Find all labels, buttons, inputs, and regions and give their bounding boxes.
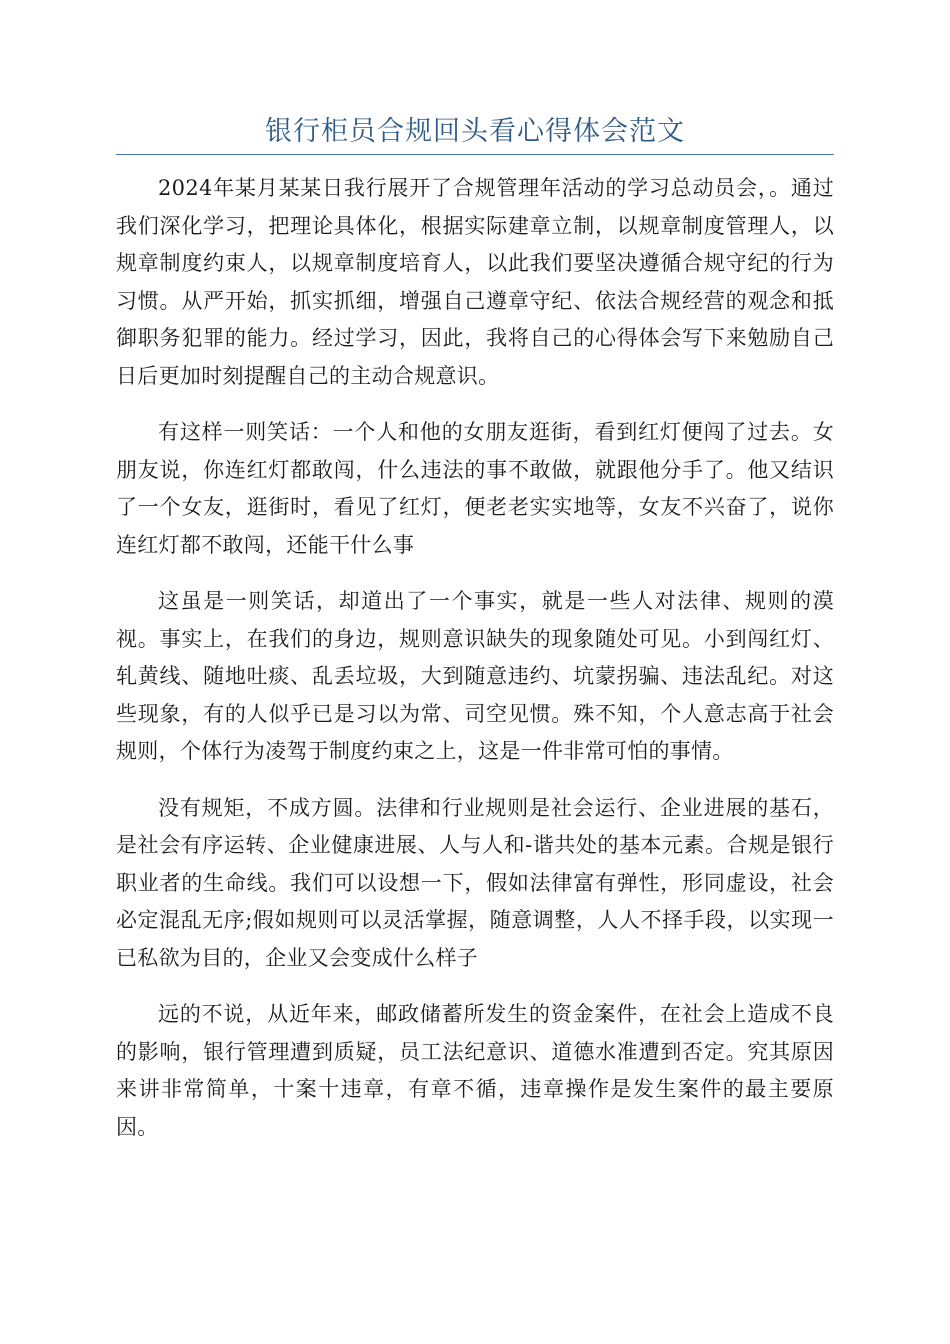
- paragraph-1: 2024年某月某某日我行展开了合规管理年活动的学习总动员会，。通过我们深化学习，把理论具体化，根据实际建章立制，以规章制度管理人，以规章制度约束人，以规章制度培育人，以此我们要坚决遵循合规守纪的行为习惯。从严开始，抓实抓细，增强自己遵章守纪、依法合规经营的观念和抵御职务犯罪的能力。经过学习，因此，我将自己的心得体会写下来勉励自己日后更加时刻提醒自己的主动合规意识。: [116, 176, 834, 388]
- paragraph-3: 这虽是一则笑话，却道出了一个事实，就是一些人对法律、规则的漠视。事实上，在我们的身边，规则意识缺失的现象随处可见。小到闯红灯、轧黄线、随地吐痰、乱丢垃圾，大到随意违约、坑蒙拐骗、违法乱纪。对这些现象，有的人似乎已是习以为常、司空见惯。殊不知，个人意志高于社会规则，个体行为凌驾于制度约束之上，这是一件非常可怕的事情。: [116, 589, 834, 763]
- paragraph-4: 没有规矩，不成方圆。法律和行业规则是社会运行、企业进展的基石，是社会有序运转、企业健康进展、人与人和-谐共处的基本元素。合规是银行职业者的生命线。我们可以设想一下，假如法律富有弹性，形同虚设，社会必定混乱无序;假如规则可以灵活掌握，随意调整，人人不择手段，以实现一已私欲为目的，企业又会变成什么样子: [116, 795, 834, 970]
- document-title: 银行柜员合规回头看心得体会范文: [265, 116, 685, 147]
- document-body: [116, 170, 834, 1165]
- paragraph-5: 远的不说，从近年来，邮政储蓄所发生的资金案件，在社会上造成不良的影响，银行管理遭到质疑，员工法纪意识、道德水准遭到否定。究其原因来讲非常简单，十案十违章，有章不循，违章操作是发生案件的最主要原因。: [116, 1002, 834, 1139]
- title-underline: [116, 154, 834, 155]
- paragraph-2: 有这样一则笑话：一个人和他的女朋友逛街，看到红灯便闯了过去。女朋友说，你连红灯都敢闯，什么违法的事不敢做，就跟他分手了。他又结识了一个女友，逛街时，看见了红灯，便老老实实地等，女友不兴奋了，说你连红灯都不敢闯，还能干什么事: [116, 420, 834, 557]
